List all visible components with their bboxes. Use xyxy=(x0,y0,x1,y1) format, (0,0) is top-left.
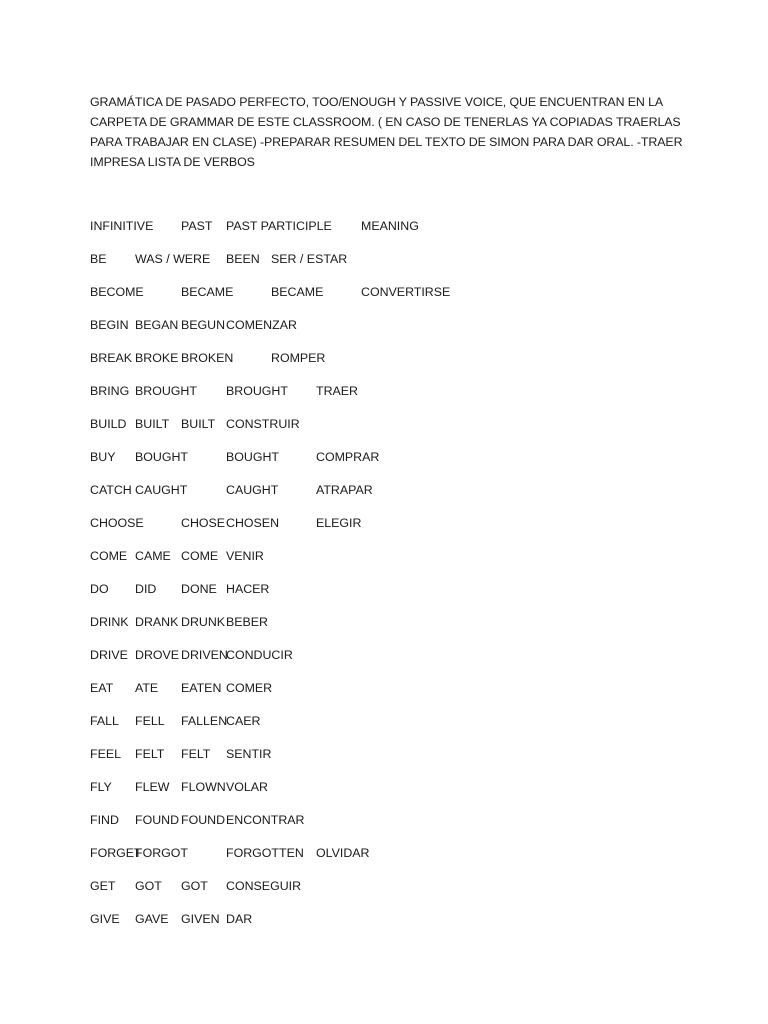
verb-row xyxy=(90,480,690,513)
verb-meaning: SER / ESTAR xyxy=(271,252,348,266)
verb-past: FLEW xyxy=(135,780,170,794)
verb-past-participle: GOT xyxy=(181,879,208,893)
verb-meaning: CAER xyxy=(226,714,261,728)
verb-meaning: DAR xyxy=(226,912,253,926)
verb-past-participle: BECAME xyxy=(271,285,324,299)
verb-row xyxy=(90,249,690,282)
verb-row xyxy=(90,381,690,414)
header-meaning: MEANING xyxy=(361,219,419,233)
verb-meaning: SENTIR xyxy=(226,747,272,761)
verb-past-participle: FOUND xyxy=(181,813,226,827)
verb-infinitive: FEEL xyxy=(90,747,121,761)
verb-row xyxy=(90,711,690,744)
verb-past-participle: DRIVEN xyxy=(181,648,228,662)
verb-row xyxy=(90,546,690,579)
verb-meaning: BEBER xyxy=(226,615,269,629)
verb-meaning: OLVIDAR xyxy=(316,846,370,860)
verb-past-participle: BUILT xyxy=(181,417,216,431)
verb-past: BROUGHT xyxy=(135,384,197,398)
verb-infinitive: GIVE xyxy=(90,912,120,926)
instructions-paragraph: GRAMÁTICA DE PASADO PERFECTO, TOO/ENOUGH Y PASSIVE VOICE, QUE ENCUENTRAN EN LA CARPETA DE GRAMMAR DE ESTE CLASSROOM. ( EN CASO DE TENERLAS YA COPIADAS TRAERLAS PARA TRABAJAR EN CLASE) -PREPARAR RESUMEN DEL TEXTO DE SIMON PARA DAR ORAL. -TRAER IMPRESA LISTA DE VERBOS xyxy=(90,95,683,169)
verb-past: GAVE xyxy=(135,912,169,926)
verb-meaning: ENCONTRAR xyxy=(226,813,305,827)
verb-row xyxy=(90,909,690,942)
verb-meaning: VOLAR xyxy=(226,780,269,794)
verb-row xyxy=(90,348,690,381)
verb-meaning: VENIR xyxy=(226,549,264,563)
verb-past-participle: BEGUN xyxy=(181,318,226,332)
verb-infinitive: CHOOSE xyxy=(90,516,144,530)
verb-meaning: TRAER xyxy=(316,384,358,398)
verb-past: FELL xyxy=(135,714,165,728)
verb-past: DID xyxy=(135,582,157,596)
verb-row xyxy=(90,645,690,678)
verb-infinitive: BUY xyxy=(90,450,116,464)
verb-past-participle: BEEN xyxy=(226,252,260,266)
verb-meaning: COMENZAR xyxy=(226,318,297,332)
verb-past: CHOSE xyxy=(181,516,226,530)
verb-meaning: CONSEGUIR xyxy=(226,879,302,893)
verb-infinitive: COME xyxy=(90,549,128,563)
verb-past: DROVE xyxy=(135,648,180,662)
verb-past-participle: DRUNK xyxy=(181,615,226,629)
verb-row xyxy=(90,744,690,777)
verb-meaning: CONDUCIR xyxy=(226,648,293,662)
verb-meaning: CONVERTIRSE xyxy=(361,285,451,299)
verb-meaning: ATRAPAR xyxy=(316,483,373,497)
verb-row xyxy=(90,810,690,843)
verb-past: FELT xyxy=(135,747,165,761)
verb-past: FORGOT xyxy=(135,846,188,860)
verb-past: FOUND xyxy=(135,813,180,827)
verb-row xyxy=(90,513,690,546)
verb-infinitive: CATCH xyxy=(90,483,132,497)
verb-past: ATE xyxy=(135,681,159,695)
verb-list xyxy=(90,216,690,942)
verb-row xyxy=(90,678,690,711)
verb-infinitive: BEGIN xyxy=(90,318,129,332)
verb-infinitive: FLY xyxy=(90,780,112,794)
verb-meaning: ELEGIR xyxy=(316,516,362,530)
verb-infinitive: BUILD xyxy=(90,417,127,431)
verb-row xyxy=(90,414,690,447)
verb-past: WAS / WERE xyxy=(135,252,211,266)
header-infinitive: INFINITIVE xyxy=(90,219,154,233)
verb-past: BEGAN xyxy=(135,318,179,332)
verb-past: GOT xyxy=(135,879,162,893)
verb-infinitive: DO xyxy=(90,582,109,596)
verb-row xyxy=(90,777,690,810)
verb-past: DRANK xyxy=(135,615,179,629)
verb-infinitive: DRINK xyxy=(90,615,129,629)
verb-past: BOUGHT xyxy=(135,450,189,464)
verb-past: BUILT xyxy=(135,417,170,431)
verb-row xyxy=(90,579,690,612)
verb-row xyxy=(90,843,690,876)
verb-row xyxy=(90,612,690,645)
verb-past: BECAME xyxy=(181,285,234,299)
verb-infinitive: BE xyxy=(90,252,107,266)
verb-past-participle: BOUGHT xyxy=(226,450,280,464)
verb-past-participle: EATEN xyxy=(181,681,222,695)
verb-past-participle: FORGOTTEN xyxy=(226,846,304,860)
verb-past-participle: BROKEN xyxy=(181,351,234,365)
verb-row xyxy=(90,447,690,480)
verb-past: BROKE xyxy=(135,351,179,365)
verb-row xyxy=(90,315,690,348)
verb-row xyxy=(90,282,690,315)
verb-meaning: COMPRAR xyxy=(316,450,380,464)
verb-past-participle: FLOWN xyxy=(181,780,226,794)
header-past-participle: PAST PARTICIPLE xyxy=(226,219,332,233)
verb-past-participle: CHOSEN xyxy=(226,516,280,530)
verb-infinitive: FALL xyxy=(90,714,119,728)
verb-past-participle: FELT xyxy=(181,747,211,761)
verb-infinitive: GET xyxy=(90,879,116,893)
verb-past-participle: COME xyxy=(181,549,219,563)
verb-meaning: CONSTRUIR xyxy=(226,417,300,431)
verb-past-participle: CAUGHT xyxy=(226,483,279,497)
verb-meaning: ROMPER xyxy=(271,351,326,365)
verb-past-participle: GIVEN xyxy=(181,912,220,926)
verb-infinitive: DRIVE xyxy=(90,648,128,662)
verb-infinitive: BECOME xyxy=(90,285,144,299)
verb-infinitive: BREAK xyxy=(90,351,133,365)
verb-infinitive: FIND xyxy=(90,813,119,827)
verb-meaning: COMER xyxy=(226,681,273,695)
verb-meaning: HACER xyxy=(226,582,270,596)
verb-infinitive: EAT xyxy=(90,681,114,695)
verb-list-header xyxy=(90,216,690,249)
verb-infinitive: BRING xyxy=(90,384,130,398)
verb-infinitive: FORGET xyxy=(90,846,142,860)
verb-past: CAUGHT xyxy=(135,483,188,497)
verb-past-participle: FALLEN xyxy=(181,714,228,728)
header-past: PAST xyxy=(181,219,213,233)
verb-past-participle: DONE xyxy=(181,582,217,596)
verb-past: CAME xyxy=(135,549,171,563)
verb-past-participle: BROUGHT xyxy=(226,384,288,398)
verb-row xyxy=(90,876,690,909)
